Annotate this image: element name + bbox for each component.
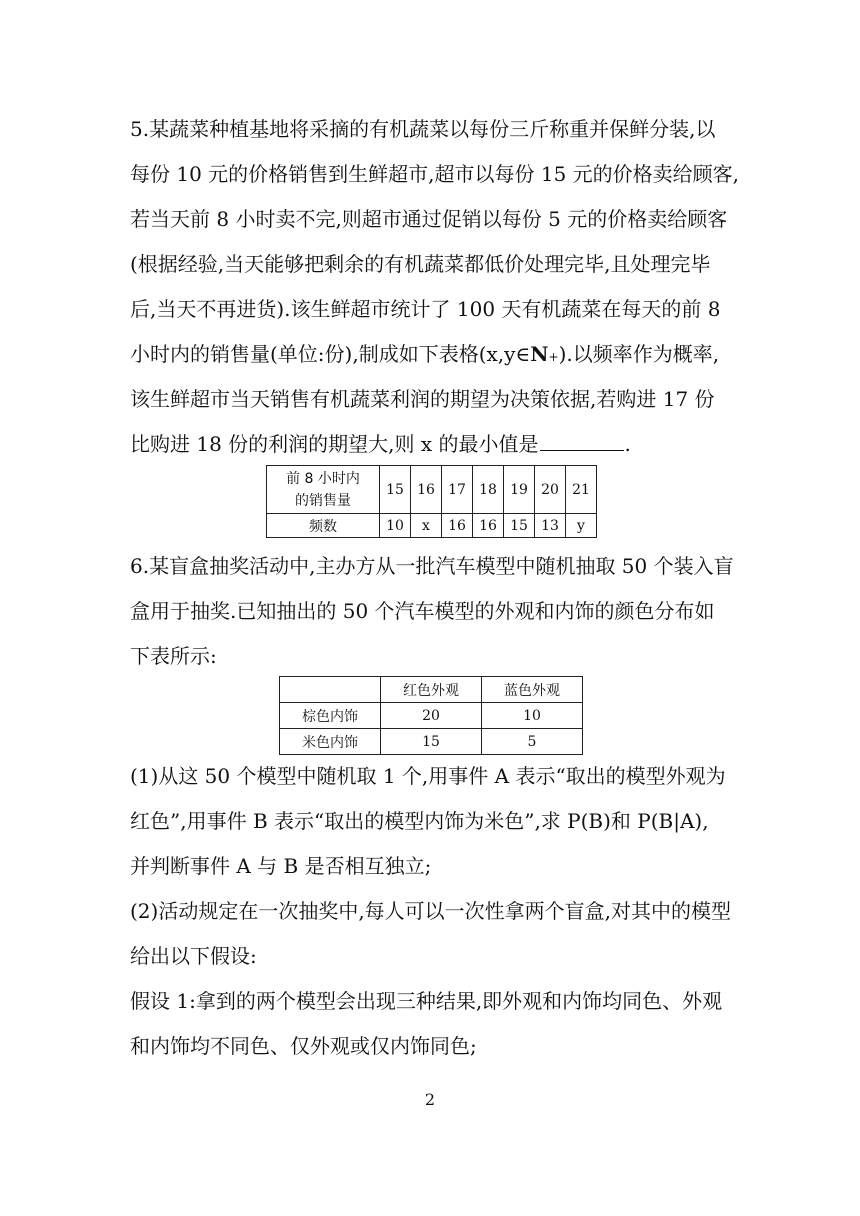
line8-text-a: 比购进 18 份的利润的期望大,则 x 的最小值是 [130,432,539,456]
line8-text-b: . [624,432,631,456]
problem6-part-line-2: 红色”,用事件 B 表示“取出的模型内饰为米色”,求 P(B)和 P(B|A), [130,809,709,833]
line6-text-b: ).以频率作为概率, [558,342,720,366]
natural-number-set: N [530,342,549,366]
problem6-part-line-3: 并判断事件 A 与 B 是否相互独立; [130,854,432,878]
problem5-line-5: 后,当天不再进货).该生鲜超市统计了 100 天有机蔬菜在每天的前 8 [130,297,721,321]
sales-cell: 15 [380,466,411,514]
problem6-part-line-1: (1)从这 50 个模型中随机取 1 个,用事件 A 表示“取出的模型外观为 [130,764,726,788]
frequency-cell: 16 [442,514,473,538]
row-header-brown: 棕色内饰 [280,703,381,729]
color-row [280,729,583,755]
sales-cell: 17 [442,466,473,514]
sales-cell: 19 [504,466,535,514]
frequency-cell: 16 [473,514,504,538]
frequency-cell: 15 [504,514,535,538]
color-row [280,703,583,729]
color-distribution-table [279,676,583,755]
col-header-red: 红色外观 [381,677,482,703]
problem6-part-line-7: 和内饰均不同色、仅外观或仅内饰同色; [130,1034,477,1058]
sales-header-line-2: 的销售量 [295,492,351,509]
sales-cell: 20 [535,466,566,514]
problem5-line-3: 若当天前 8 小时卖不完,则超市通过促销以每份 5 元的价格卖给顾客 [130,207,728,231]
frequency-header-cell: 频数 [267,514,380,538]
sales-header-line-1: 前 8 小时内 [286,470,360,487]
frequency-cell: x [411,514,442,538]
problem5-line-4: (根据经验,当天能够把剩余的有机蔬菜都低价处理完毕,且处理完毕 [130,252,711,276]
problem6-line-1: 6.某盲盒抽奖活动中,主办方从一批汽车模型中随机抽取 50 个装入盲 [130,554,734,578]
problem6-part-line-6: 假设 1:拿到的两个模型会出现三种结果,即外观和内饰均同色、外观 [130,989,723,1013]
answer-blank [540,432,624,451]
problem5-line-6 [130,340,719,371]
positive-subscript: + [548,350,559,364]
color-count-cell: 5 [482,729,583,755]
problem6-part-line-5: 给出以下假设: [130,944,257,968]
color-count-cell: 20 [381,703,482,729]
sales-frequency-table [266,465,597,538]
sales-header-cell [267,466,380,514]
color-count-cell: 15 [381,729,482,755]
empty-corner-cell [280,677,381,703]
frequency-cell: 13 [535,514,566,538]
problem6-line-2: 盒用于抽奖.已知抽出的 50 个汽车模型的外观和内饰的颜色分布如 [130,599,715,623]
problem5-line-1: 5.某蔬菜种植基地将采摘的有机蔬菜以每份三斤称重并保鲜分装,以 [130,117,716,141]
sales-row [267,466,597,514]
frequency-cell: 10 [380,514,411,538]
problem6-line-3: 下表所示: [130,644,217,668]
col-header-blue: 蓝色外观 [482,677,583,703]
sales-cell: 18 [473,466,504,514]
frequency-cell: y [566,514,597,538]
page-number: 2 [424,1090,436,1109]
sales-cell: 16 [411,466,442,514]
problem5-line-2: 每份 10 元的价格销售到生鲜超市,超市以每份 15 元的价格卖给顾客, [130,162,740,186]
line6-text-a: 小时内的销售量(单位:份),制成如下表格(x,y∈ [130,342,531,366]
row-header-beige: 米色内饰 [280,729,381,755]
problem5-line-7: 该生鲜超市当天销售有机蔬菜利润的期望为决策依据,若购进 17 份 [130,387,715,411]
color-header-row [280,677,583,703]
frequency-row [267,514,597,538]
problem6-part-line-4: (2)活动规定在一次抽奖中,每人可以一次性拿两个盲盒,对其中的模型 [130,899,732,923]
problem5-line-8 [130,430,631,458]
color-count-cell: 10 [482,703,583,729]
sales-cell: 21 [566,466,597,514]
